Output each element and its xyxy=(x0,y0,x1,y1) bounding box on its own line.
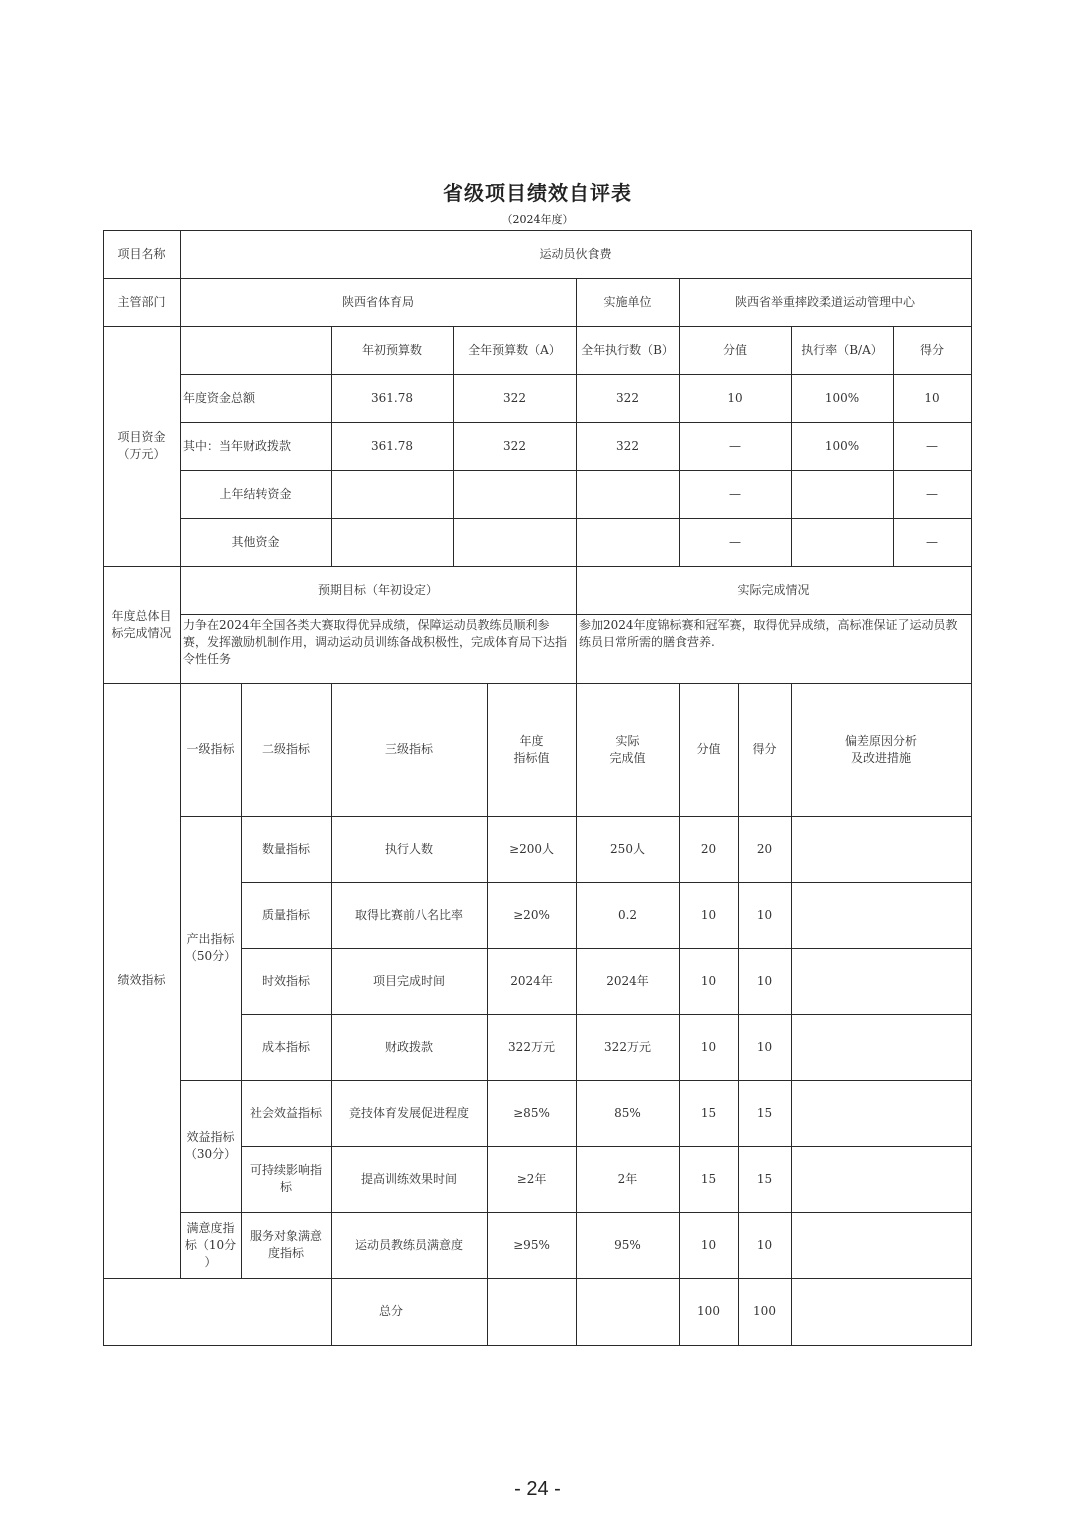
funds-cell: 322 xyxy=(616,390,639,405)
deviation-note xyxy=(791,882,971,948)
impl-unit-label: 实施单位 xyxy=(603,294,652,309)
funds-cell: 10 xyxy=(727,390,743,405)
score: 10 xyxy=(756,973,773,988)
level2-indicator: 时效指标 xyxy=(261,973,310,988)
funds-cell: — xyxy=(729,486,741,501)
funds-cell xyxy=(576,470,679,518)
score: 15 xyxy=(756,1105,773,1120)
funds-cell: — xyxy=(926,534,938,549)
target-value: 322万元 xyxy=(508,1039,555,1054)
score: 10 xyxy=(756,1039,773,1054)
indicator-col-header: 年度 指标值 xyxy=(513,733,550,765)
target-value: 2024年 xyxy=(510,973,553,988)
actual-value: 2年 xyxy=(617,1171,638,1186)
funds-cell: 322 xyxy=(503,390,526,405)
page-number: - 24 - xyxy=(514,1478,561,1500)
deviation-note xyxy=(791,1146,971,1212)
score-value: 15 xyxy=(700,1105,717,1120)
level3-indicator: 财政拨款 xyxy=(384,1039,433,1054)
actual-value: 250人 xyxy=(610,841,645,856)
actual-value: 2024年 xyxy=(606,973,649,988)
level3-indicator: 竞技体育发展促进程度 xyxy=(348,1105,469,1120)
score-value: 15 xyxy=(700,1171,717,1186)
indicators-section-label: 绩效指标 xyxy=(117,973,166,987)
impl-unit-value: 陕西省举重摔跤柔道运动管理中心 xyxy=(734,294,915,309)
deviation-note xyxy=(791,1212,971,1278)
level2-indicator: 可持续影响指 标 xyxy=(249,1163,322,1194)
level2-indicator: 服务对象满意 度指标 xyxy=(249,1229,322,1260)
level2-indicator: 成本指标 xyxy=(261,1039,310,1054)
funds-row-label: 其中：当年财政拨款 xyxy=(183,438,292,453)
actual-value: 85% xyxy=(614,1105,641,1120)
level1-indicator: 产出指标 （50分） xyxy=(184,932,237,963)
indicator-col-header: 分值 xyxy=(696,742,721,756)
funds-cell: 361.78 xyxy=(371,438,413,453)
score: 20 xyxy=(756,841,773,856)
evaluation-table xyxy=(103,230,972,1346)
funds-row-label: 年度资金总额 xyxy=(183,390,256,405)
funds-cell: 100% xyxy=(824,438,860,453)
funds-row-label: 上年结转资金 xyxy=(219,486,292,501)
level2-indicator: 社会效益指标 xyxy=(249,1105,322,1120)
indicator-col-header: 二级指标 xyxy=(261,742,310,756)
funds-col-header: 年初预算数 xyxy=(361,342,422,357)
expected-goal-text: 力争在2024年全国各类大赛取得优异成绩，保障运动员教练员顺利参赛，发挥激励机制作用，调动运动员训练备战积极性，完成体育局下达指令性任务 xyxy=(183,618,568,666)
funds-cell xyxy=(453,518,576,566)
funds-cell xyxy=(453,470,576,518)
dept-label: 主管部门 xyxy=(117,294,166,309)
actual-value: 95% xyxy=(614,1237,641,1252)
level2-indicator: 数量指标 xyxy=(261,841,310,856)
funds-cell: 322 xyxy=(616,438,639,453)
indicator-col-header: 三级指标 xyxy=(384,742,433,756)
funds-cell: — xyxy=(729,438,741,453)
funds-cell xyxy=(331,518,453,566)
funds-cell: — xyxy=(926,438,938,453)
actual-result-header: 实际完成情况 xyxy=(737,582,810,597)
level1-indicator: 效益指标 （30分） xyxy=(184,1130,237,1161)
dept-value: 陕西省体育局 xyxy=(341,294,414,309)
actual-result-text: 参加2024年度锦标赛和冠军赛，取得优异成绩，高标准保证了运动员教练员日常所需的膳食营养. xyxy=(579,618,958,649)
funds-cell: 322 xyxy=(503,438,526,453)
level1-indicator: 满意度指 标（10分 ） xyxy=(184,1220,237,1269)
table-rule xyxy=(971,230,972,1346)
score-value: 10 xyxy=(700,973,717,988)
score-value: 10 xyxy=(700,1039,717,1054)
indicator-col-header: 一级指标 xyxy=(186,742,235,756)
funds-row-label: 其他资金 xyxy=(231,534,280,549)
funds-col-header: 执行率（B/A） xyxy=(801,342,883,357)
page-title: 省级项目绩效自评表 xyxy=(443,181,632,205)
total-score-value: 100 xyxy=(697,1304,720,1318)
deviation-note xyxy=(791,1014,971,1080)
funds-cell: — xyxy=(729,534,741,549)
score-value: 10 xyxy=(700,907,717,922)
total-label: 总分 xyxy=(378,1304,403,1318)
table-rule xyxy=(103,1345,972,1346)
funds-col-header: 全年执行数（B） xyxy=(581,342,674,357)
project-name-value: 运动员伙食费 xyxy=(539,246,612,261)
level3-indicator: 取得比赛前八名比率 xyxy=(354,907,463,922)
level3-indicator: 执行人数 xyxy=(384,841,433,856)
level3-indicator: 运动员教练员满意度 xyxy=(354,1237,463,1252)
target-value: ≥20% xyxy=(513,907,550,922)
funds-cell xyxy=(791,518,893,566)
goals-section-label: 年度总体目 标完成情况 xyxy=(111,608,172,640)
target-value: ≥95% xyxy=(513,1237,550,1252)
funds-col-header: 得分 xyxy=(919,342,944,357)
funds-col-header: 分值 xyxy=(722,342,747,357)
score: 15 xyxy=(756,1171,773,1186)
total-score: 100 xyxy=(753,1304,776,1318)
target-value: ≥2年 xyxy=(516,1171,547,1186)
funds-cell: 10 xyxy=(924,390,940,405)
score-value: 20 xyxy=(700,841,717,856)
funds-cell: 361.78 xyxy=(371,390,413,405)
expected-goal-header: 预期目标（年初设定） xyxy=(317,582,438,597)
funds-cell: 100% xyxy=(824,390,860,405)
score-value: 10 xyxy=(700,1237,717,1252)
level3-indicator: 项目完成时间 xyxy=(372,973,445,988)
funds-col-header: 全年预算数（A） xyxy=(468,342,561,357)
actual-value: 322万元 xyxy=(604,1039,651,1054)
total-note xyxy=(791,1278,971,1345)
funds-section-label: 项目资金 （万元） xyxy=(117,430,166,461)
page-subtitle-year: （2024年度） xyxy=(501,213,574,226)
deviation-note xyxy=(791,1080,971,1146)
funds-cell: — xyxy=(926,486,938,501)
indicator-col-header: 实际 完成值 xyxy=(609,733,646,765)
target-value: ≥85% xyxy=(513,1105,550,1120)
score: 10 xyxy=(756,907,773,922)
funds-cell xyxy=(331,470,453,518)
indicator-col-header: 得分 xyxy=(752,742,777,756)
funds-cell xyxy=(576,518,679,566)
target-value: ≥200人 xyxy=(509,841,554,856)
funds-cell xyxy=(791,470,893,518)
score: 10 xyxy=(756,1237,773,1252)
project-name-label: 项目名称 xyxy=(117,246,166,261)
level2-indicator: 质量指标 xyxy=(261,907,310,922)
level3-indicator: 提高训练效果时间 xyxy=(360,1171,457,1186)
deviation-note xyxy=(791,816,971,882)
deviation-note xyxy=(791,948,971,1014)
indicator-col-header: 偏差原因分析 及改进措施 xyxy=(844,733,917,765)
actual-value: 0.2 xyxy=(617,907,638,922)
